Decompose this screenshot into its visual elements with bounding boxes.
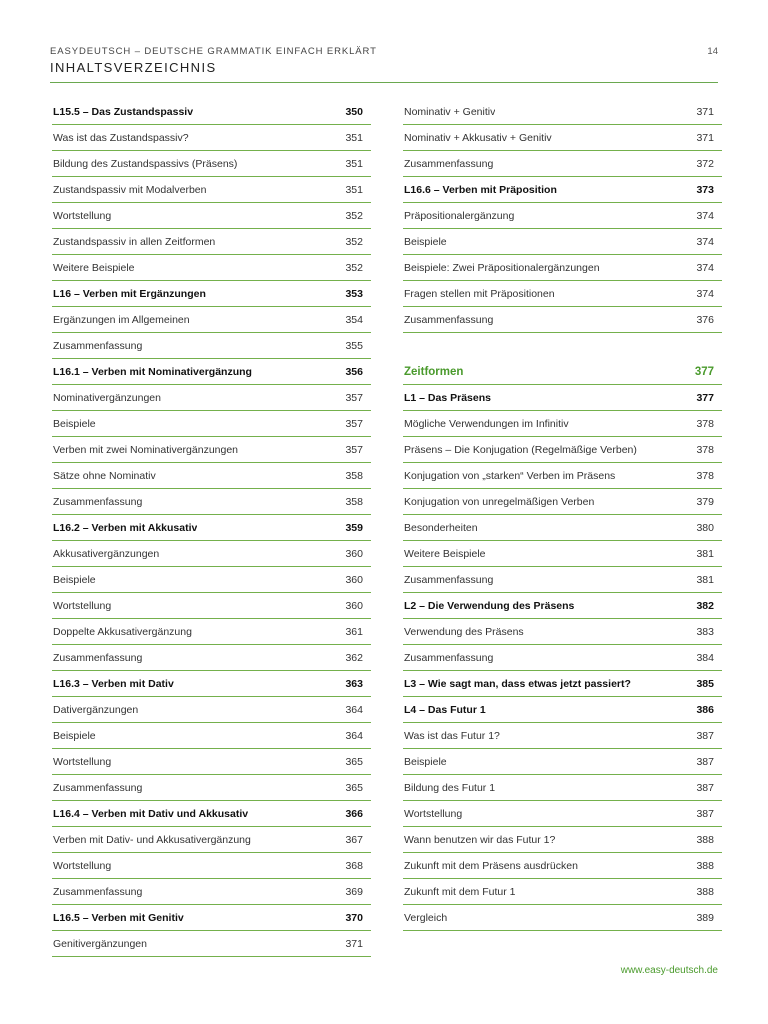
toc-entry-page: 357	[345, 417, 363, 430]
toc-entry[interactable]	[52, 515, 371, 541]
toc-entry[interactable]	[52, 437, 371, 463]
toc-entry-label: Weitere Beispiele	[404, 547, 486, 560]
toc-entry[interactable]	[403, 593, 722, 619]
toc-entry-page: 365	[345, 781, 363, 794]
toc-entry-page: 352	[345, 235, 363, 248]
toc-entry-label: Beispiele	[53, 417, 96, 430]
toc-entry[interactable]	[52, 645, 371, 671]
toc-entry-page: 378	[696, 469, 714, 482]
toc-entry-label: Genitivergänzungen	[53, 937, 147, 950]
toc-entry-page: 382	[696, 599, 714, 612]
toc-entry-page: 371	[345, 937, 363, 950]
toc-entry-page: 351	[345, 183, 363, 196]
toc-entry-page: 359	[345, 521, 363, 534]
toc-entry[interactable]	[52, 359, 371, 385]
toc-entry-label: Vergleich	[404, 911, 448, 924]
toc-entry-page: 377	[694, 365, 714, 378]
toc-entry[interactable]	[52, 749, 371, 775]
toc-entry-page: 351	[345, 131, 363, 144]
toc-entry-page: 380	[696, 521, 714, 534]
toc-entry-label: Beispiele	[53, 573, 96, 586]
toc-entry-label: Zusammenfassung	[53, 495, 143, 508]
toc-entry-page: 369	[345, 885, 363, 898]
toc-entry-label: Bildung des Zustandspassivs (Präsens)	[53, 157, 238, 170]
toc-entry[interactable]	[403, 619, 722, 645]
toc-entry-page: 376	[696, 313, 714, 326]
toc-entry-label: Wortstellung	[53, 755, 112, 768]
toc-entry-label: Wann benutzen wir das Futur 1?	[404, 833, 556, 846]
toc-entry-page: 371	[696, 105, 714, 118]
toc-column-left	[52, 99, 371, 957]
toc-entry[interactable]	[52, 567, 371, 593]
toc-entry-label: Beispiele	[404, 755, 447, 768]
toc-entry-label: Zusammenfassung	[53, 651, 143, 664]
toc-entry[interactable]	[52, 463, 371, 489]
toc-entry-page: 388	[696, 833, 714, 846]
toc-entry[interactable]	[52, 723, 371, 749]
toc-entry-page: 355	[345, 339, 363, 352]
toc-entry-label: Zusammenfassung	[404, 573, 494, 586]
toc-entry-label: Ergänzungen im Allgemeinen	[53, 313, 190, 326]
toc-entry-page: 388	[696, 859, 714, 872]
toc-entry[interactable]	[403, 229, 722, 255]
toc-entry-label: Wortstellung	[53, 859, 112, 872]
toc-entry-label: L16.2 – Verben mit Akkusativ	[53, 521, 198, 534]
toc-entry[interactable]	[52, 827, 371, 853]
toc-entry-page: 352	[345, 261, 363, 274]
toc-entry-label: Verwendung des Präsens	[404, 625, 524, 638]
toc-entry-page: 387	[696, 755, 714, 768]
toc-entry-page: 364	[345, 729, 363, 742]
toc-entry[interactable]	[52, 801, 371, 827]
toc-entry[interactable]	[52, 853, 371, 879]
toc-entry-page: 386	[696, 703, 714, 716]
page-title: INHALTSVERZEICHNIS	[50, 60, 217, 75]
toc-entry[interactable]	[403, 489, 722, 515]
toc-entry[interactable]	[403, 515, 722, 541]
toc-entry[interactable]	[52, 203, 371, 229]
toc-entry-page: 360	[345, 599, 363, 612]
toc-entry-page: 362	[345, 651, 363, 664]
toc-entry[interactable]	[403, 99, 722, 125]
toc-entry-page: 350	[345, 105, 363, 118]
toc-entry-page: 352	[345, 209, 363, 222]
toc-entry-label: Zukunft mit dem Futur 1	[404, 885, 516, 898]
toc-entry[interactable]	[52, 593, 371, 619]
toc-entry-page: 365	[345, 755, 363, 768]
toc-entry[interactable]	[403, 177, 722, 203]
page-number: 14	[707, 46, 718, 57]
toc-entry-label: Zusammenfassung	[53, 339, 143, 352]
toc-entry-page: 357	[345, 391, 363, 404]
toc-entry-label: L15.5 – Das Zustandspassiv	[53, 105, 194, 118]
toc-entry-label: Nominativ + Genitiv	[404, 105, 496, 118]
toc-entry-label: L16.6 – Verben mit Präposition	[404, 183, 557, 196]
toc-entry-label: Zustandspassiv mit Modalverben	[53, 183, 207, 196]
toc-entry-label: Fragen stellen mit Präpositionen	[404, 287, 555, 300]
toc-entry-page: 377	[696, 391, 714, 404]
toc-entry-label: Zusammenfassung	[404, 157, 494, 170]
toc-entry-page: 378	[696, 417, 714, 430]
toc-entry[interactable]	[403, 281, 722, 307]
toc-entry-page: 363	[345, 677, 363, 690]
toc-entry-page: 360	[345, 547, 363, 560]
toc-entry-label: Wortstellung	[53, 209, 112, 222]
toc-entry-page: 351	[345, 157, 363, 170]
toc-entry-label: Präpositionalergänzung	[404, 209, 515, 222]
toc-entry-label: Verben mit Dativ- und Akkusativergänzung	[53, 833, 251, 846]
toc-entry[interactable]	[403, 645, 722, 671]
toc-entry[interactable]	[403, 125, 722, 151]
toc-entry[interactable]	[52, 905, 371, 931]
toc-entry-page: 384	[696, 651, 714, 664]
toc-entry[interactable]	[403, 255, 722, 281]
toc-entry[interactable]	[403, 671, 722, 697]
toc-entry-page: 374	[696, 287, 714, 300]
toc-entry-label: L16.1 – Verben mit Nominativergänzung	[53, 365, 252, 378]
toc-entry[interactable]	[52, 255, 371, 281]
toc-entry[interactable]	[403, 567, 722, 593]
toc-entry-label: Was ist das Futur 1?	[404, 729, 500, 742]
toc-entry-label: L4 – Das Futur 1	[404, 703, 486, 716]
toc-entry[interactable]	[52, 151, 371, 177]
toc-entry-label: Zeitformen	[404, 365, 464, 378]
toc-entry-label: Zusammenfassung	[404, 313, 494, 326]
toc-entry-label: L2 – Die Verwendung des Präsens	[404, 599, 575, 612]
toc-entry[interactable]	[52, 281, 371, 307]
toc-entry[interactable]	[403, 385, 722, 411]
toc-entry-page: 364	[345, 703, 363, 716]
toc-entry-label: Wortstellung	[404, 807, 463, 820]
toc-entry[interactable]	[403, 541, 722, 567]
toc-entry[interactable]	[403, 697, 722, 723]
toc-entry[interactable]	[52, 177, 371, 203]
toc-entry-label: Was ist das Zustandspassiv?	[53, 131, 189, 144]
toc-entry-page: 356	[345, 365, 363, 378]
toc-entry[interactable]	[52, 333, 371, 359]
toc-entry[interactable]	[52, 879, 371, 905]
toc-entry-label: Beispiele	[404, 235, 447, 248]
toc-entry-label: Beispiele: Zwei Präpositionalergänzungen	[404, 261, 600, 274]
toc-entry[interactable]	[52, 307, 371, 333]
toc-entry-page: 379	[696, 495, 714, 508]
toc-entry-page: 381	[696, 573, 714, 586]
toc-column-right	[403, 99, 722, 931]
toc-entry-page: 358	[345, 495, 363, 508]
toc-entry-label: Zusammenfassung	[53, 781, 143, 794]
toc-entry-page: 374	[696, 235, 714, 248]
toc-spacer	[403, 333, 722, 359]
toc-entry-label: Mögliche Verwendungen im Infinitiv	[404, 417, 569, 430]
toc-section-heading[interactable]	[403, 359, 722, 385]
toc-entry[interactable]	[52, 541, 371, 567]
toc-entry-page: 374	[696, 209, 714, 222]
toc-entry-label: Konjugation von „starken“ Verben im Präsens	[404, 469, 616, 482]
toc-entry-page: 367	[345, 833, 363, 846]
toc-entry-label: Nominativ + Akkusativ + Genitiv	[404, 131, 552, 144]
page-header	[50, 46, 718, 75]
toc-entry-label: L1 – Das Präsens	[404, 391, 491, 404]
toc-entry-label: Besonderheiten	[404, 521, 478, 534]
toc-entry-label: Doppelte Akkusativergänzung	[53, 625, 192, 638]
toc-entry-page: 383	[696, 625, 714, 638]
toc-entry-page: 370	[345, 911, 363, 924]
toc-entry[interactable]	[52, 411, 371, 437]
toc-entry-label: Wortstellung	[53, 599, 112, 612]
toc-entry-label: Beispiele	[53, 729, 96, 742]
toc-entry-label: L16.3 – Verben mit Dativ	[53, 677, 174, 690]
toc-entry-page: 366	[345, 807, 363, 820]
toc-entry[interactable]	[403, 151, 722, 177]
toc-entry-page: 368	[345, 859, 363, 872]
toc-entry[interactable]	[52, 489, 371, 515]
toc-entry[interactable]	[52, 931, 371, 957]
toc-entry[interactable]	[52, 671, 371, 697]
toc-entry-label: Zukunft mit dem Präsens ausdrücken	[404, 859, 578, 872]
toc-entry[interactable]	[403, 905, 722, 931]
toc-entry[interactable]	[403, 203, 722, 229]
toc-entry[interactable]	[52, 125, 371, 151]
toc-entry-label: L16.4 – Verben mit Dativ und Akkusativ	[53, 807, 249, 820]
toc-entry-label: L16.5 – Verben mit Genitiv	[53, 911, 184, 924]
toc-entry-label: L16 – Verben mit Ergänzungen	[53, 287, 206, 300]
toc-entry-label: Präsens – Die Konjugation (Regelmäßige Verben)	[404, 443, 637, 456]
toc-entry-label: Dativergänzungen	[53, 703, 139, 716]
toc-entry[interactable]	[403, 853, 722, 879]
toc-entry-label: Zusammenfassung	[404, 651, 494, 664]
toc-entry-label: L3 – Wie sagt man, dass etwas jetzt passiert?	[404, 677, 631, 690]
toc-entry-page: 373	[696, 183, 714, 196]
toc-entry-label: Weitere Beispiele	[53, 261, 135, 274]
toc-entry-page: 388	[696, 885, 714, 898]
toc-entry-label: Verben mit zwei Nominativergänzungen	[53, 443, 239, 456]
toc-entry[interactable]	[52, 697, 371, 723]
toc-entry[interactable]	[403, 801, 722, 827]
toc-entry[interactable]	[403, 437, 722, 463]
toc-entry[interactable]	[403, 879, 722, 905]
toc-entry-page: 354	[345, 313, 363, 326]
toc-entry[interactable]	[403, 463, 722, 489]
toc-entry-page: 389	[696, 911, 714, 924]
book-subtitle: EASYDEUTSCH – DEUTSCHE GRAMMATIK EINFACH ERKLÄRT	[50, 46, 377, 57]
toc-entry[interactable]	[52, 775, 371, 801]
toc-entry-label: Konjugation von unregelmäßigen Verben	[404, 495, 595, 508]
footer-url[interactable]: www.easy-deutsch.de	[620, 965, 718, 976]
toc-entry-page: 358	[345, 469, 363, 482]
toc-entry-page: 360	[345, 573, 363, 586]
toc-entry-page: 387	[696, 781, 714, 794]
toc-entry-page: 357	[345, 443, 363, 456]
toc-entry-page: 374	[696, 261, 714, 274]
toc-entry-page: 372	[696, 157, 714, 170]
toc-entry-label: Zusammenfassung	[53, 885, 143, 898]
toc-entry[interactable]	[52, 385, 371, 411]
toc-entry-page: 378	[696, 443, 714, 456]
toc-entry-label: Akkusativergänzungen	[53, 547, 160, 560]
toc-entry[interactable]	[403, 307, 722, 333]
toc-entry-page: 387	[696, 807, 714, 820]
toc-entry-label: Zustandspassiv in allen Zeitformen	[53, 235, 216, 248]
toc-entry[interactable]	[403, 723, 722, 749]
header-divider	[50, 82, 718, 83]
toc-entry-page: 385	[696, 677, 714, 690]
toc-entry-page: 381	[696, 547, 714, 560]
toc-entry[interactable]	[52, 229, 371, 255]
toc-entry-label: Sätze ohne Nominativ	[53, 469, 156, 482]
toc-entry[interactable]	[403, 749, 722, 775]
toc-entry-label: Bildung des Futur 1	[404, 781, 496, 794]
toc-entry[interactable]	[52, 99, 371, 125]
toc-entry-label: Nominativergänzungen	[53, 391, 161, 404]
toc-entry[interactable]	[52, 619, 371, 645]
toc-entry-page: 387	[696, 729, 714, 742]
toc-entry[interactable]	[403, 827, 722, 853]
toc-entry-page: 361	[345, 625, 363, 638]
toc-entry[interactable]	[403, 411, 722, 437]
toc-entry[interactable]	[403, 775, 722, 801]
toc-entry-page: 371	[696, 131, 714, 144]
toc-entry-page: 353	[345, 287, 363, 300]
